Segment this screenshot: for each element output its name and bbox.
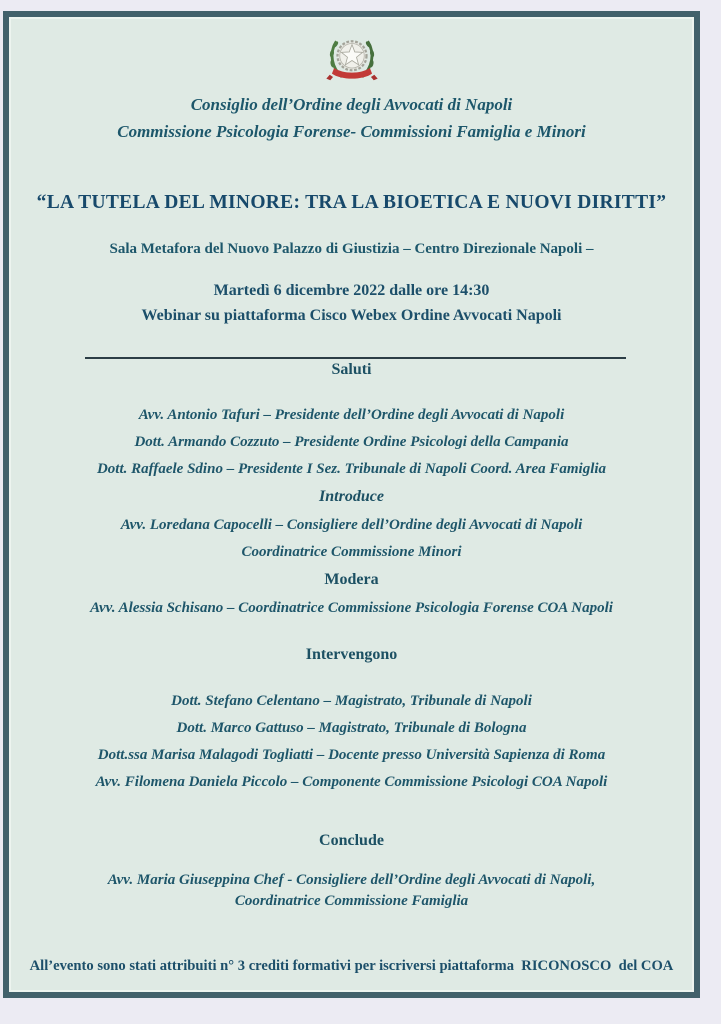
speaker-chef-role: Coordinatrice Commissione Famiglia — [234, 893, 469, 909]
org-commission: Commissione Psicologia Forense- Commissioni Famiglia e Minori — [117, 122, 586, 141]
speaker-togliatti: Dott.ssa Marisa Malagodi Togliatti – Docente presso Università Sapienza di Roma — [97, 747, 606, 763]
speaker-capocelli: Avv. Loredana Capocelli – Consigliere dell’Ordine degli Avvocati di Napoli — [120, 517, 583, 533]
org-name: Consiglio dell’Ordine degli Avvocati di Napoli — [190, 95, 513, 114]
event-platform: Webinar su piattaforma Cisco Webex Ordine Avvocati Napoli — [141, 307, 562, 324]
credits-note: All’evento sono stati attribuiti n° 3 crediti formativi per iscriversi piattaforma RICONOSCO del COA — [29, 958, 674, 974]
speaker-tafuri: Avv. Antonio Tafuri – Presidente dell’Ordine degli Avvocati di Napoli — [138, 407, 565, 423]
speaker-capocelli-role: Coordinatrice Commissione Minori — [241, 544, 462, 560]
emblem-graphic — [318, 29, 386, 87]
speaker-celentano: Dott. Stefano Celentano – Magistrato, Tribunale di Napoli — [171, 693, 532, 709]
italian-republic-emblem — [318, 29, 386, 85]
speaker-gattuso: Dott. Marco Gattuso – Magistrato, Tribunale di Bologna — [176, 720, 527, 736]
modera-heading: Modera — [324, 571, 379, 588]
flyer-page — [3, 11, 700, 998]
speaker-sdino: Dott. Raffaele Sdino – Presidente I Sez. Tribunale di Napoli Coord. Area Famiglia — [96, 461, 607, 477]
program-list — [9, 407, 694, 912]
intervengono-heading: Intervengono — [305, 646, 398, 663]
conclude-block — [9, 870, 694, 912]
organization-header — [9, 91, 694, 145]
saluti-heading: Saluti — [331, 361, 372, 378]
speaker-cozzuto: Dott. Armando Cozzuto – Presidente Ordine Psicologi della Campania — [134, 434, 569, 450]
event-datetime: Martedì 6 dicembre 2022 dalle ore 14:30 — [213, 282, 490, 299]
speaker-piccolo: Avv. Filomena Daniela Piccolo – Componente Commissione Psicologi COA Napoli — [95, 774, 608, 790]
speaker-schisano: Avv. Alessia Schisano – Coordinatrice Commissione Psicologia Forense COA Napoli — [90, 600, 613, 616]
speaker-chef: Avv. Maria Giuseppina Chef - Consigliere dell’Ordine degli Avvocati di Napoli, — [107, 872, 596, 888]
introduce-heading: Introduce — [319, 488, 384, 505]
event-title: “LA TUTELA DEL MINORE: TRA LA BIOETICA E NUOVI DIRITTI” — [36, 192, 667, 213]
section-divider — [85, 357, 626, 359]
conclude-heading: Conclude — [319, 832, 384, 849]
event-venue: Sala Metafora del Nuovo Palazzo di Giustizia – Centro Direzionale Napoli – — [109, 241, 594, 257]
